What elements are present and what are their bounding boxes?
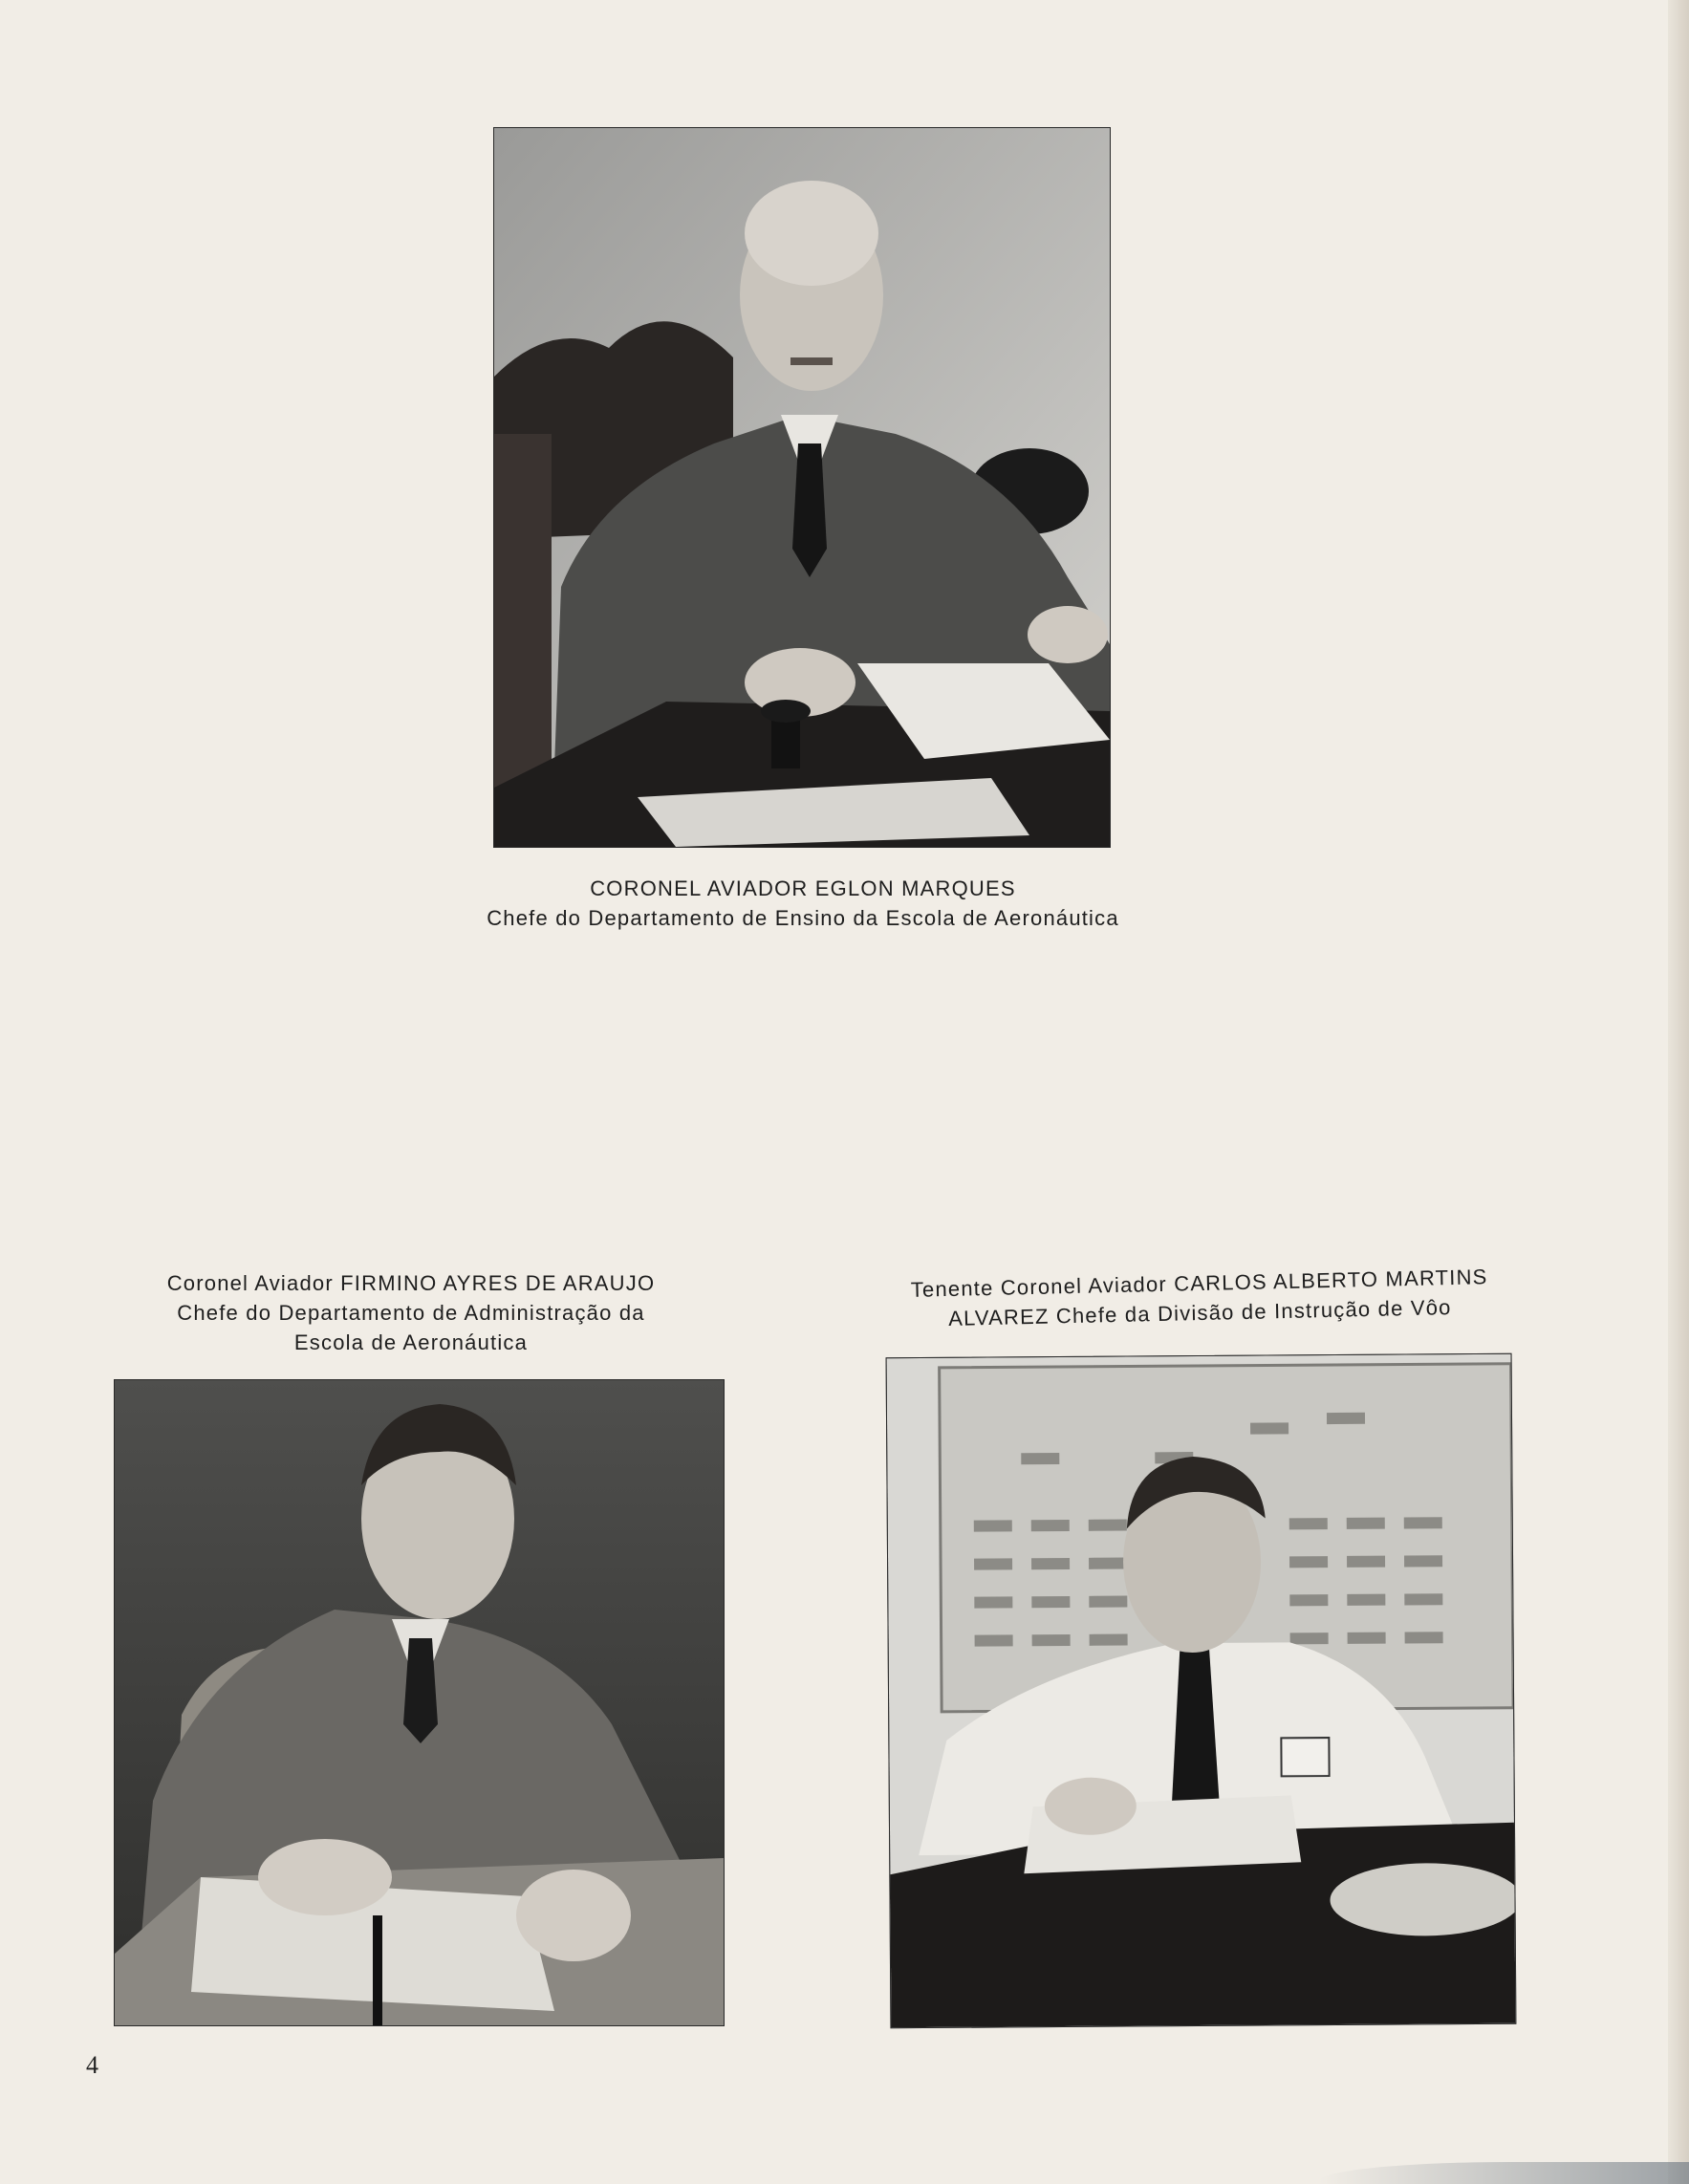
portrait-photo-carlos-alvarez (886, 1353, 1517, 2029)
caption-name: CORONEL AVIADOR EGLON MARQUES (590, 876, 1016, 900)
caption-role-continued: Escola de Aeronáutica (293, 1330, 529, 1354)
page-edge-shadow (1668, 0, 1689, 2184)
caption-eglon-marques (440, 874, 1166, 933)
caption-firmino-araujo (134, 1268, 688, 1357)
caption-role: Chefe do Departamento de Administração da (177, 1301, 645, 1325)
portrait-photo-firmino-araujo (114, 1379, 725, 2026)
caption-carlos-alvarez (864, 1261, 1534, 1335)
caption-role: ALVAREZ Chefe da Divisão de Instrução de Vôo (947, 1295, 1452, 1330)
paper-stain (1319, 2162, 1689, 2184)
portrait-photo-eglon-marques (493, 127, 1111, 848)
caption-name: Tenente Coronel Aviador CARLOS ALBERTO MARTINS (910, 1265, 1488, 1302)
page-number: 4 (86, 2051, 98, 2079)
caption-role: Chefe do Departamento de Ensino da Escola de Aeronáutica (487, 906, 1119, 930)
caption-name: Coronel Aviador FIRMINO AYRES DE ARAUJO (166, 1271, 656, 1295)
